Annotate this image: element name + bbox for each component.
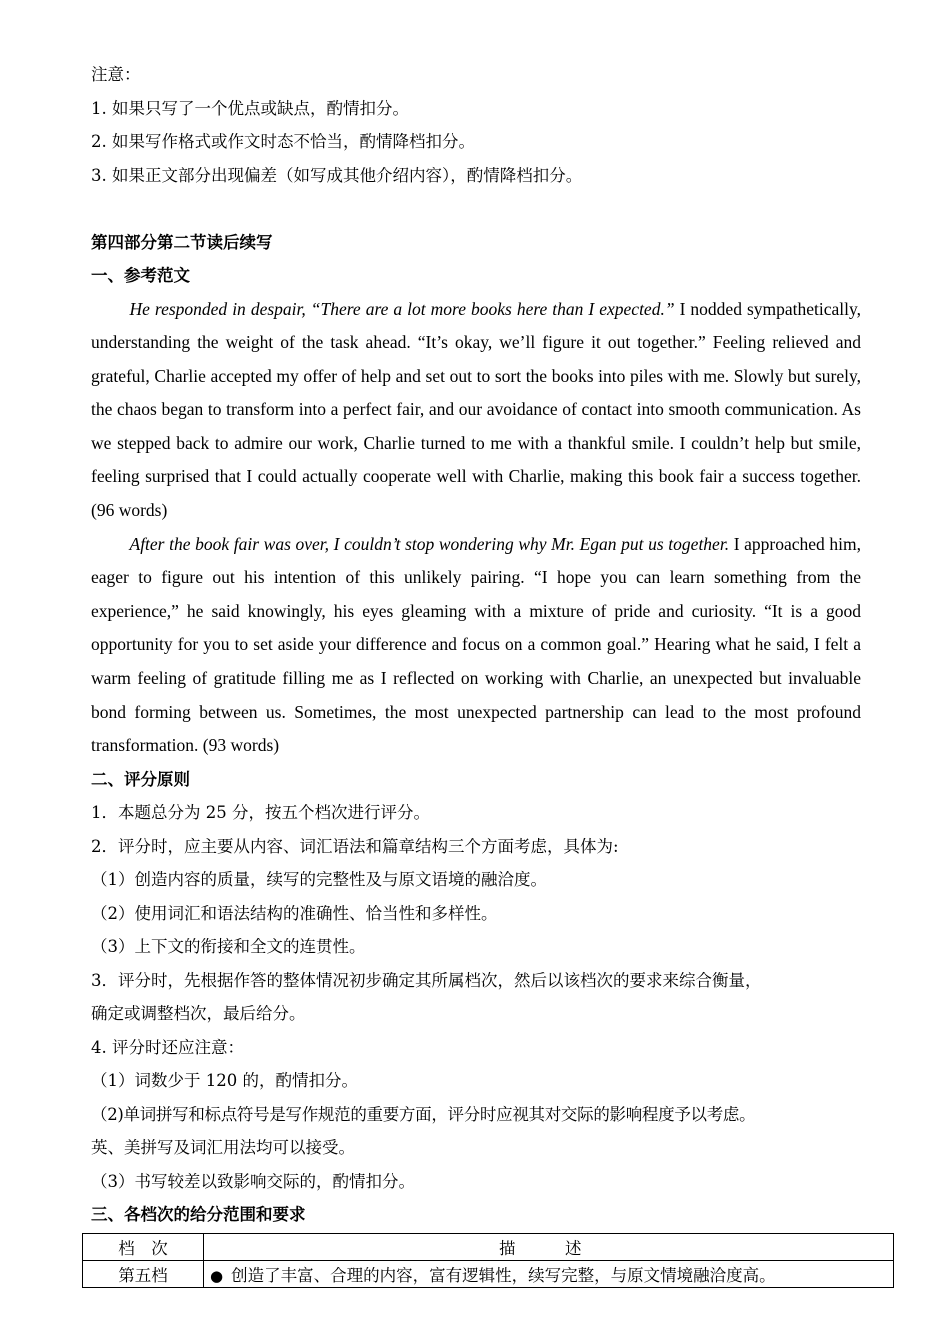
note-item-2: 2. 如果写作格式或作文时态不恰当，酌情降档扣分。: [91, 132, 475, 151]
scoring-line-4b1: （2)单词拼写和标点符号是写作规范的重要方面，评分时应视其对交际的影响程度予以考虑。: [91, 1104, 756, 1124]
scoring-line-2b: （2）使用词汇和语法结构的准确性、恰当性和多样性。: [91, 903, 498, 923]
scoring-line-4c: （3）书写较差以致影响交际的，酌情扣分。: [91, 1171, 415, 1191]
paragraph-2-lead: After the book fair was over, I couldn’t stop wondering why Mr. Egan put us together.: [129, 533, 730, 554]
table-row: [83, 1261, 894, 1288]
sample-paragraph-2: [91, 528, 861, 763]
scoring-line-2: 2．评分时，应主要从内容、词汇语法和篇章结构三个方面考虑，具体为:: [91, 836, 619, 856]
scoring-heading: 二、评分原则: [91, 769, 190, 789]
scoring-line-4a: （1）词数少于 120 的，酌情扣分。: [91, 1071, 358, 1091]
paragraph-1-body: I nodded sympathetically, understanding the weight of the task ahead. “It’s okay, we’ll figure it out together.” Feeling relieved and grateful, Charlie accepted my offer of help and set out to sort the books into piles with me. Slowly but surely, the chaos began to transform into a perfect fair, and our avoidance of contact into smooth communication. As we stepped back to admire our work, Charlie turned to me with a thankful smile. I couldn’t help but smile, feeling surprised that I could actually cooperate well with Charlie, making this book fair a success together. (96 words): [91, 298, 861, 521]
scoring-line-3a: 3．评分时，先根据作答的整体情况初步确定其所属档次，然后以该档次的要求来综合衡量，: [91, 970, 762, 990]
note-item-1: 1. 如果只写了一个优点或缺点，酌情扣分。: [91, 98, 409, 118]
scoring-line-4b2: 英、美拼写及词汇用法均可以接受。: [91, 1138, 355, 1158]
grades-table: [82, 1233, 894, 1288]
scoring-line-3b: 确定或调整档次，最后给分。: [91, 1004, 306, 1024]
bullet-icon: ●: [210, 1267, 224, 1285]
grades-table-header: [83, 1234, 894, 1261]
col-header-desc: 描 述: [204, 1234, 894, 1261]
sample-heading: 一、参考范文: [91, 266, 190, 285]
spacer: [91, 192, 861, 226]
grades-heading: 三、各档次的给分范围和要求: [91, 1205, 306, 1225]
grade-desc-cell: [204, 1261, 894, 1288]
scoring-line-1: 1．本题总分为 25 分，按五个档次进行评分。: [91, 803, 430, 823]
scoring-line-4: 4. 评分时还应注意：: [91, 1037, 244, 1057]
grade-level: 第五档: [83, 1261, 204, 1288]
document-page: [91, 58, 861, 1232]
sample-paragraph-1: [91, 293, 861, 528]
note-item-3: 3. 如果正文部分出现偏差（如写成其他介绍内容），酌情降档扣分。: [91, 165, 583, 185]
paragraph-1-lead: He responded in despair, “There are a lot more books here than I expected.”: [129, 298, 675, 319]
scoring-line-2a: （1）创造内容的质量，续写的完整性及与原文语境的融洽度。: [91, 870, 547, 890]
grade-desc: 创造了丰富、合理的内容，富有逻辑性，续写完整，与原文情境融洽度高。: [231, 1266, 776, 1285]
scoring-line-2c: （3）上下文的衔接和全文的连贯性。: [91, 937, 366, 957]
paragraph-2-body: I approached him, eager to figure out his intention of this unlikely pairing. “I hope you can learn something from the experience,” he said knowingly, his eyes gleaming with a mixture of pride and curiosity. “It is a good opportunity for you to set aside your difference and focus on a common goal.” Hearing what he said, I felt a warm feeling of gratitude filling me as I reflected on working with Charlie, an unexpected but invaluable bond forming between us. Sometimes, the most unexpected partnership can lead to the most profound transformation. (93 words): [91, 533, 862, 756]
col-header-level: 档 次: [83, 1234, 204, 1261]
section-title: 第四部分第二节读后续写: [91, 232, 273, 252]
notes-title: 注意：: [91, 65, 141, 84]
